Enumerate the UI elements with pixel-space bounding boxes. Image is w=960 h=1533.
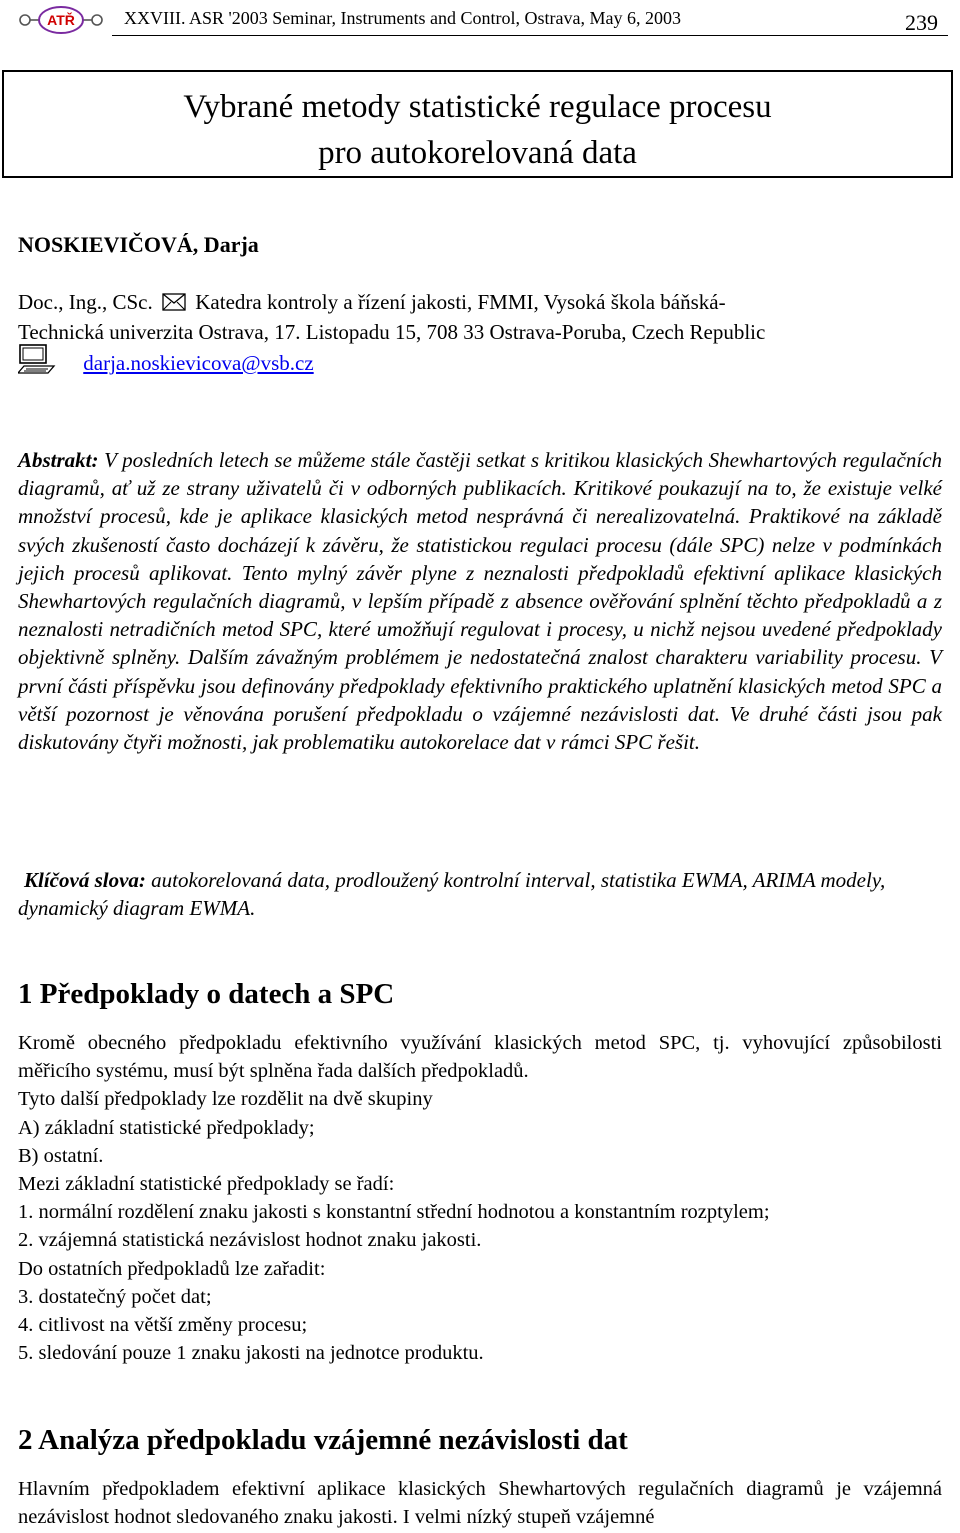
affiliation xyxy=(18,287,938,347)
section-2-body xyxy=(18,1475,942,1531)
section-1-heading: 1 Předpoklady o datech a SPC xyxy=(18,978,395,1010)
section-2-heading: 2 Analýza předpokladu vzájemné nezávislosti dat xyxy=(18,1424,628,1456)
abstract-text: V posledních letech se můžeme stále častěji setkat s kritikou klasických Shewhartových regulačních diagramů, ať už ze strany uživatelů či v odborných publikacích. Kritikové poukazují na to, že existuje velké množství procesů, kde je aplikace klasických metod nesprávná či nerealizovatelná. Praktikové na základě svých zkušeností často docházejí k závěru, že statistickou regulaci procesu (dále SPC) nelze v podmínkách jejich procesů aplikovat. Tento mylný závěr plyne z neznalosti předpokladů efektivní aplikace klasických Shewhartových regulačních diagramů, v lepším případě z absence ověřování splnění těchto předpokladů a z neznalosti netradičních metod SPC, které umožňují regulovat i procesy, u nichž nejsou uvedené předpoklady objektivně splněny. Dalším závažným problémem je nedostatečná znalost charakteru variability procesu. V první části příspěvku jsou definovány předpoklady efektivního praktického uplatnění klasických metod SPC a větší pozornost je věnována porušení předpokladu o vzájemné nezávislosti dat. Ve druhé části jsou pak diskutovány čtyři možnosti, jak problematiku autokorelace dat v rámci SPC řešit. xyxy=(18,448,943,755)
section-1-line: Do ostatních předpokladů lze zařadit: xyxy=(18,1257,326,1280)
section-2-text: Hlavním předpokladem efektivní aplikace klasických Shewhartových regulačních diagramů je vzájemná nezávislost hodnot sledovaného znaku jakosti. I velmi nízký stupeň vzájemné xyxy=(18,1478,942,1529)
abstract xyxy=(18,446,942,756)
section-1-line: 5. sledování pouze 1 znaku jakosti na jednotce produktu. xyxy=(18,1342,484,1365)
logo-text: ATŘ xyxy=(47,12,75,28)
section-1-line: 2. vzájemná statistická nezávislost hodnot znaku jakosti. xyxy=(18,1229,482,1252)
abstract-label: Abstrakt: xyxy=(18,448,99,472)
section-1-line: 1. normální rozdělení znaku jakosti s konstantní střední hodnotou a konstantním rozptylem; xyxy=(18,1201,770,1224)
title-box xyxy=(2,70,953,178)
keywords xyxy=(18,866,942,922)
keywords-label: Klíčová slova: xyxy=(24,868,146,892)
computer-icon xyxy=(18,344,74,374)
envelope-icon xyxy=(162,293,186,311)
author-degrees: Doc., Ing., CSc. xyxy=(18,290,153,314)
title-line-2: pro autokorelovaná data xyxy=(318,135,637,171)
section-1-line: Tyto další předpoklady lze rozdělit na dvě skupiny xyxy=(18,1088,433,1111)
section-1-line: B) ostatní. xyxy=(18,1144,104,1167)
atr-logo xyxy=(16,4,106,36)
running-title: XXVIII. ASR '2003 Seminar, Instruments and Control, Ostrava, May 6, 2003 xyxy=(124,8,681,28)
section-1-line: 4. citlivost na větší změny procesu; xyxy=(18,1314,308,1337)
section-1-line: 3. dostatečný počet dat; xyxy=(18,1285,212,1308)
title-line-1: Vybrané metody statistické regulace procesu xyxy=(183,89,772,125)
author-name: NOSKIEVIČOVÁ, Darja xyxy=(18,232,259,257)
section-1-body xyxy=(18,1029,942,1367)
section-1-line: A) základní statistické předpoklady; xyxy=(18,1116,315,1139)
section-1-line: Mezi základní statistické předpoklady se řadí: xyxy=(18,1173,395,1196)
keywords-text: autokorelovaná data, prodloužený kontrolní interval, statistika EWMA, ARIMA modely, dynamický diagram EWMA. xyxy=(18,868,886,921)
affiliation-line-1: Katedra kontroly a řízení jakosti, FMMI, Vysoká škola báňská- xyxy=(195,290,726,314)
header-rule xyxy=(112,35,948,36)
running-header xyxy=(0,0,960,40)
email-link[interactable]: darja.noskievicova@vsb.cz xyxy=(83,351,314,375)
section-1-intro: Kromě obecného předpokladu efektivního využívání klasických metod SPC, tj. vyhovující způsobilosti měřicího systému, musí být splněna řada dalších předpokladů. xyxy=(18,1032,942,1083)
affiliation-line-2: Technická univerzita Ostrava, 17. Listopadu 15, 708 33 Ostrava-Poruba, Czech Republic xyxy=(18,320,766,344)
page-number: 239 xyxy=(905,10,938,35)
email-line xyxy=(18,344,314,376)
